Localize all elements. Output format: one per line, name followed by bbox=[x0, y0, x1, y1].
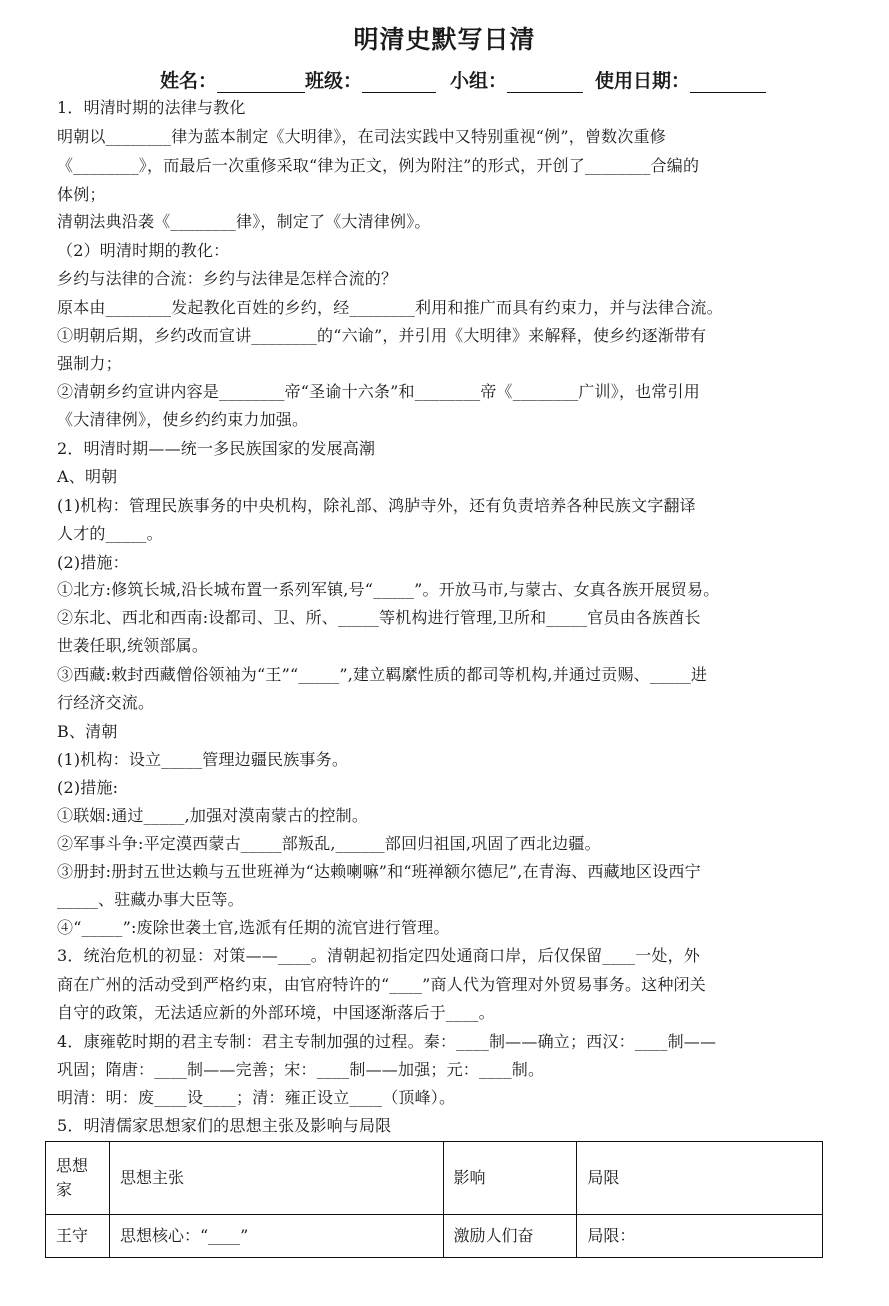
text-line: 《大清律例》，使乡约约束力加强。 bbox=[57, 410, 309, 429]
section-1-heading: 1．明清时期的法律与教化 bbox=[57, 98, 246, 117]
text-line: 世袭任职,统领部属。 bbox=[57, 636, 209, 655]
text-line: 体例； bbox=[57, 185, 106, 204]
text-line: (1)机构：设立_____管理边疆民族事务。 bbox=[57, 750, 349, 769]
table-cell: 局限： bbox=[577, 1215, 823, 1258]
text-line: _____、驻藏办事大臣等。 bbox=[57, 890, 244, 909]
text-line: ①明朝后期，乡约改而宣讲________的“六谕”，并引用《大明律》来解释，使乡约逐渐带有 bbox=[57, 326, 707, 345]
text-line: 明清：明：废____设____；清：雍正设立____（顶峰）。 bbox=[57, 1088, 456, 1107]
table-cell: 思想核心：“____” bbox=[109, 1215, 443, 1258]
date-blank bbox=[690, 72, 766, 93]
table-cell: 激励人们奋 bbox=[443, 1215, 577, 1258]
text-line: ③西藏:敕封西藏僧俗领袖为“王”“_____”,建立羁縻性质的都司等机构,并通过贡赐、_____进 bbox=[57, 665, 708, 684]
class-label: 班级： bbox=[305, 70, 363, 92]
text-line: ③册封:册封五世达赖与五世班禅为“达赖喇嘛”和“班禅额尔德尼”,在青海、西藏地区设西宁 bbox=[57, 862, 701, 881]
subsection-heading: A、明朝 bbox=[57, 467, 118, 486]
text-line: ②军事斗争:平定漠西蒙古_____部叛乱,______部回归祖国,巩固了西北边疆。 bbox=[57, 834, 601, 853]
text-line: 行经济交流。 bbox=[57, 693, 155, 712]
text-line: ④“_____”:废除世袭土官,选派有任期的流官进行管理。 bbox=[57, 918, 450, 937]
page-title: 明清史默写日清 bbox=[353, 25, 536, 54]
text-line: 乡约与法律的合流：乡约与法律是怎样合流的？ bbox=[57, 269, 398, 288]
text-line: 清朝法典沿袭《________律》，制定了《大清律例》。 bbox=[57, 212, 431, 231]
text-line: 强制力； bbox=[57, 354, 122, 373]
text-line: (2)措施： bbox=[57, 553, 129, 572]
header-limitations: 局限 bbox=[577, 1142, 823, 1215]
name-blank bbox=[217, 72, 305, 93]
section-2-heading: 2．明清时期——统一多民族国家的发展高潮 bbox=[57, 439, 376, 458]
subsection-heading: B、清朝 bbox=[57, 722, 118, 741]
text-line: 巩固；隋唐：____制——完善；宋：____制——加强；元：____制。 bbox=[57, 1060, 545, 1079]
section-5-heading: 5．明清儒家思想家们的思想主张及影响与局限 bbox=[57, 1116, 392, 1135]
table-row bbox=[46, 1215, 823, 1258]
text-line: 《________》，而最后一次重修采取“律为正文，例为附注”的形式，开创了________合编的 bbox=[57, 156, 700, 175]
text-line: 明朝以________律为蓝本制定《大明律》，在司法实践中又特别重视“例”，曾数次重修 bbox=[57, 127, 666, 146]
table-header-row bbox=[46, 1142, 823, 1215]
text-line: 商在广州的活动受到严格约束，由官府特许的“____”商人代为管理对外贸易事务。这种闭关 bbox=[57, 975, 706, 994]
text-line: (1)机构：管理民族事务的中央机构，除礼部、鸿胪寺外，还有负责培养各种民族文字翻译 bbox=[57, 496, 696, 515]
text-line: 原本由________发起教化百姓的乡约，经________利用和推广而具有约束力，并与法律合流。 bbox=[57, 298, 723, 317]
text-line: 自守的政策，无法适应新的外部环境，中国逐渐落后于____。 bbox=[57, 1003, 495, 1022]
text-line: 人才的_____。 bbox=[57, 524, 163, 543]
text-line: ①北方:修筑长城,沿长城布置一系列军镇,号“_____”。开放马市,与蒙古、女真各族开展贸易。 bbox=[57, 580, 720, 599]
section-3-heading: 3．统治危机的初显：对策——____。清朝起初指定四处通商口岸，后仅保留____一处，外 bbox=[57, 946, 700, 965]
thinkers-table bbox=[45, 1141, 823, 1258]
section-4-heading: 4．康雍乾时期的君主专制：君主专制加强的过程。秦：____制——确立；西汉：____制—— bbox=[57, 1032, 717, 1051]
name-label: 姓名： bbox=[160, 70, 218, 92]
header-ideas: 思想主张 bbox=[109, 1142, 443, 1215]
student-info-line bbox=[160, 66, 766, 93]
text-line: ②清朝乡约宣讲内容是________帝“圣谕十六条”和________帝《________广训》，也常引用 bbox=[57, 382, 700, 401]
text-line: ①联姻:通过_____,加强对漠南蒙古的控制。 bbox=[57, 806, 369, 825]
header-thinker: 思想家 bbox=[46, 1142, 110, 1215]
group-label: 小组： bbox=[450, 70, 508, 92]
date-label: 使用日期： bbox=[595, 70, 691, 92]
header-influence: 影响 bbox=[443, 1142, 577, 1215]
text-line: (2)措施: bbox=[57, 778, 119, 797]
group-blank bbox=[507, 72, 583, 93]
text-line: ②东北、西北和西南:设都司、卫、所、_____等机构进行管理,卫所和_____官员由各族酋长 bbox=[57, 608, 701, 627]
class-blank bbox=[362, 72, 436, 93]
table-cell: 王守 bbox=[46, 1215, 110, 1258]
subsection-heading: （2）明清时期的教化： bbox=[57, 241, 230, 260]
